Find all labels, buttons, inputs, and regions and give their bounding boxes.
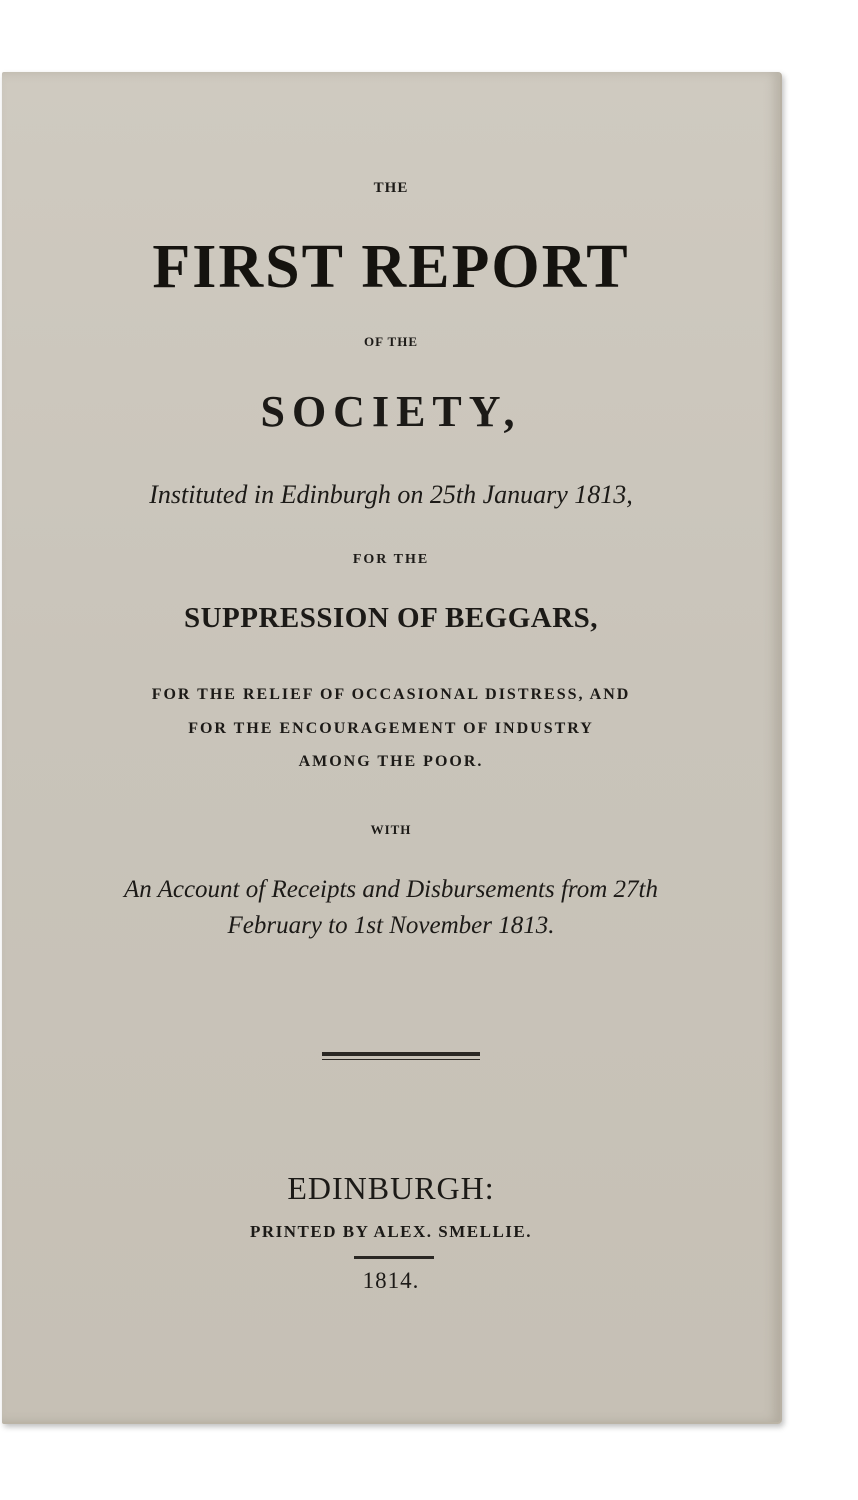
printer-line: PRINTED BY ALEX. SMELLIE. [249,1222,532,1241]
of-the-line: OF THE [363,334,419,349]
relief-line-1: FOR THE RELIEF OF OCCASIONAL DISTRESS, AND [151,686,631,703]
title-page [2,72,782,1424]
year-line: 1814. [362,1268,420,1293]
instituted-line: Instituted in Edinburgh on 25th January 1813, [149,480,633,509]
account-line-2: February to 1st November 1813. [227,912,555,939]
suppression-heading: SUPPRESSION OF BEGGARS, [183,602,599,634]
main-title: FIRST REPORT [152,233,630,301]
with-line: WITH [370,822,412,837]
society-heading: SOCIETY, [260,387,522,436]
for-the-line: FOR THE [352,552,430,567]
account-line-1: An Account of Receipts and Disbursements from 27th [124,876,658,903]
relief-line-2: FOR THE ENCOURAGEMENT OF INDUSTRY [188,720,594,737]
relief-line-3: AMONG THE POOR. [298,753,484,770]
year-rule [354,1256,434,1259]
ornamental-rule-thick [322,1052,480,1056]
ornamental-rule-thin [322,1059,480,1060]
place-heading: EDINBURGH: [287,1170,495,1206]
the-heading: THE [373,180,409,196]
